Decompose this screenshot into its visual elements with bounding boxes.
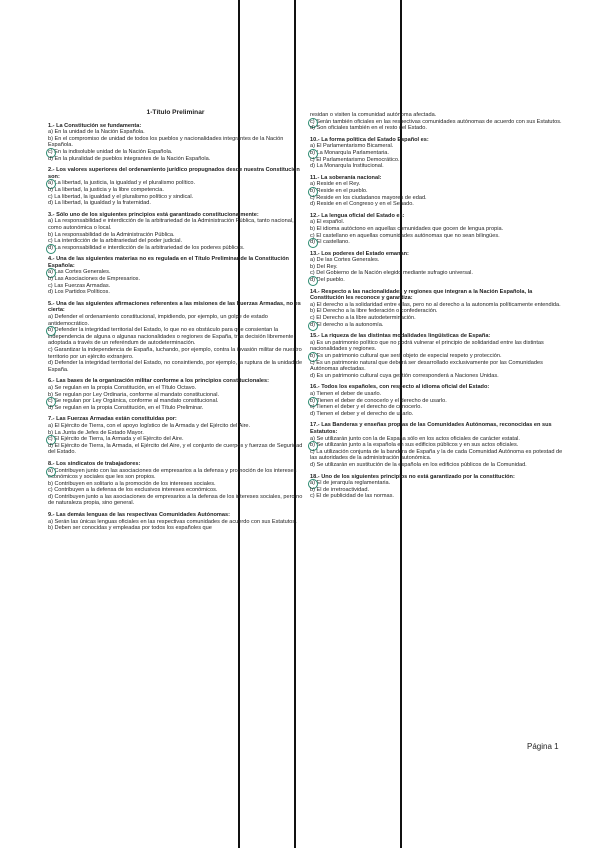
- right-column: [310, 112, 565, 505]
- question-title: 5.- Una de las siguientes afirmaciones referentes a las misiones de las Fuerzas Armadas, no es cierta:: [48, 300, 301, 314]
- question-title: 13.- Los poderes del Estado emanan:: [310, 250, 409, 257]
- answer-option: d) Los Partidos Políticos.: [48, 289, 110, 296]
- answer-option: c) La libertad, la igualdad y el pluralismo político y sindical.: [48, 193, 194, 200]
- answer-option: c) El de publicidad de las normas.: [310, 493, 394, 500]
- question-title: 14.- Respecto a las nacionalidades y regiones que integran a la Nación Española, la Constitución les reconoce y garantiza:: [310, 288, 533, 302]
- answer-option: d) Contribuyen junto a las asociaciones de empresarios a la defensa de los intereses sociales, pero no de naturaleza propia, sino general.: [48, 493, 303, 507]
- answer-option: b) Se regulan por Ley Ordinaria, conforme al mandato constitucional.: [48, 391, 220, 398]
- answer-option: d) En la pluralidad de pueblos integrantes de la Nación Española.: [48, 155, 211, 162]
- question-block: [48, 167, 303, 207]
- answer-option: c) Tienen el deber y el derecho de conocerlo.: [310, 404, 422, 411]
- question-block: [48, 212, 303, 252]
- answer-option: d) Se regulan en la propia Constitución, en el Título Preliminar.: [48, 404, 204, 411]
- question-block: [48, 123, 303, 163]
- question-title: 10.- La forma política del Estado Español es:: [310, 136, 429, 143]
- answer-option-selected: c) Se regulan por Ley Orgánica, conforme al mandato constitucional.: [48, 398, 303, 405]
- answer-option: c) El Derecho a la libre autodeterminación.: [310, 315, 416, 322]
- answer-option-selected: c) El Ejército de Tierra, la Armada y el Ejército del Aire.: [48, 436, 303, 443]
- answer-option: a) El Ejército de Tierra, con el apoyo logístico de la Armada y del Ejército del Aire.: [48, 422, 251, 429]
- answer-option: a) En la unidad de la Nación Española.: [48, 129, 145, 136]
- answer-option: a) Defender el ordenamiento constitucional, impidiendo, por ejemplo, un golpe de estado antidemocrático.: [48, 314, 268, 327]
- question-title: 9.- Las demás lenguas de las respectivas Comunidades Autónomas:: [48, 512, 230, 519]
- question-title: 1.- La Constitución se fundamenta:: [48, 122, 142, 129]
- answer-option: b) En el compromiso de unidad de todos los pueblos y nacionalidades integrantes de la Nación Española.: [48, 135, 284, 149]
- answer-option: d) El Ejército de Tierra, la Armada, el Ejército del Aire, y el conjunto de cuerpos y fuerzas de Seguridad del Estado.: [48, 442, 303, 456]
- answer-option: c) El castellano en aquellas comunidades autónomas que no sean bilingües.: [310, 232, 500, 239]
- answer-option: a) El Parlamentarismo Bicameral.: [310, 143, 394, 150]
- answer-option: d) Son oficiales también en el resto del Estado.: [310, 125, 427, 132]
- question-block: [310, 289, 565, 329]
- answer-option: a) El español.: [310, 219, 345, 226]
- answer-option-selected: b) Tienen el deber de conocerlo y el derecho de usarlo.: [310, 398, 565, 405]
- answer-option: d) Reside en el Congreso y en el Senado.: [310, 201, 414, 208]
- question-title: 7.- Las Fuerzas Armadas están constituidas por:: [48, 416, 177, 423]
- answer-option: b) La responsabilidad de la Administración Pública.: [48, 231, 175, 238]
- answer-option: a) De las Cortes Generales.: [310, 257, 380, 264]
- answer-option: d) La libertad, la igualdad y la fraternidad.: [48, 200, 151, 207]
- answer-option: d) Tienen el deber y el derecho de usarlo.: [310, 410, 414, 417]
- answer-option: a) Tienen el deber de usarlo.: [310, 390, 382, 397]
- answer-option: b) Las Asociaciones de Empresarios.: [48, 276, 141, 283]
- question-title: 2.- Los valores superiores del ordenamiento jurídico propugnados desde nuestra Constitución son:: [48, 167, 300, 180]
- answer-option-selected: a) Contribuyen junto con las asociaciones de empresarios a la defensa y promoción de los intereses económicos y sociales que les son propios.: [48, 468, 303, 481]
- answer-option: b) Deben ser conocidas y empleadas por todos los españoles que: [48, 525, 212, 532]
- answer-option: d) Es un patrimonio cultural cuya gestión corresponderá a Naciones Unidas.: [310, 372, 499, 379]
- answer-option-selected: a) El de jerarquía reglamentaria.: [310, 480, 565, 487]
- question-title: 8.- Los sindicatos de trabajadores:: [48, 460, 141, 467]
- answer-option-selected: d) El castellano.: [310, 239, 565, 246]
- answer-option: b) El idioma autóctono en aquellas comunidades que gocen de lengua propia.: [310, 225, 504, 232]
- question-title: 11.- La soberanía nacional:: [310, 174, 382, 181]
- page-number: Página 1: [527, 742, 559, 751]
- left-column: [48, 110, 303, 537]
- question-block: [48, 301, 303, 374]
- answer-option: b) El Derecho a la libre federación o confederación.: [310, 308, 438, 315]
- answer-option: c) La utilización conjunta de la bandera de España y la de cada Comunidad Autónoma es potestad de las autoridades de la administración autonómica.: [310, 448, 563, 462]
- question-title: 15.- La riqueza de las distintas modalidades lingüísticas de España:: [310, 333, 491, 340]
- answer-option: b) Contribuyen en solitario a la promoción de los intereses sociales.: [48, 480, 216, 487]
- answer-option: a) Se regulan en la propia Constitución, en el Título Octavo.: [48, 384, 197, 391]
- answer-option: c) Es un patrimonio natural que deberá ser desarrollado exclusivamente por las Comunidades Autónomas afectadas.: [310, 359, 543, 373]
- question-block: [310, 422, 565, 468]
- question-continuation: [310, 112, 565, 132]
- answer-option: a) La responsabilidad e interdicción de la arbitrariedad de la Administración Pública, tanto nacional, como autonómica o local.: [48, 218, 294, 231]
- answer-option: b) La Junta de Jefes de Estado Mayor.: [48, 429, 144, 436]
- answer-option-selected: d) El derecho a la autonomía.: [310, 322, 565, 329]
- answer-option-selected: c) En la indisoluble unidad de la Nación Española.: [48, 149, 303, 156]
- question-block: [48, 512, 303, 532]
- answer-option: c) Reside en los ciudadanos mayores de edad.: [310, 194, 427, 201]
- question-block: [48, 378, 303, 411]
- question-block: [48, 461, 303, 507]
- answer-option-selected: b) Defender la integridad territorial del Estado, lo que no es obstáculo para que consientan la independencia de alguna o algunas nacionalidades o regiones de España, tras decisión libremente adoptada a través de un referéndum de autodeterminación.: [48, 327, 303, 347]
- question-block: [310, 137, 565, 170]
- question-block: [310, 175, 565, 208]
- question-block: [310, 384, 565, 417]
- question-block: [310, 474, 565, 500]
- answer-option: d) Se utilizarán en sustitución de la española en los edificios públicos de la Comunidad.: [310, 461, 527, 468]
- answer-option-selected: d) La responsabilidad e interdicción de la arbitrariedad de los poderes públicos.: [48, 245, 303, 252]
- question-block: [310, 251, 565, 284]
- answer-option: a) El derecho a la solidaridad entre ellas, pero no al derecho a la autonomía políticamente entendida.: [310, 301, 561, 308]
- answer-option-selected: a) La libertad, la justicia, la igualdad y el pluralismo político.: [48, 180, 303, 187]
- answer-option: a) Reside en el Rey.: [310, 181, 361, 188]
- question-title: 12.- La lengua oficial del Estado es:: [310, 212, 405, 219]
- question-title: 4.- Una de las siguientes materias no es regulada en el Título Preliminar de la Constitución Española:: [48, 256, 289, 269]
- answer-option: c) Las Fuerzas Armadas.: [48, 282, 111, 289]
- answer-option-selected: b) La Monarquía Parlamentaria.: [310, 150, 565, 157]
- answer-option-selected: c) Serán también oficiales en las respectivas comunidades autónomas de acuerdo con sus Estatutos.: [310, 119, 565, 126]
- answer-option: d) Defender la integridad territorial del Estado, no consintiendo, por ejemplo, la ruptura de la unidad de España.: [48, 360, 303, 373]
- answer-option: a) Es un patrimonio político que no podrá vulnerar el principio de solidaridad entre las distintas nacionalidades y regiones.: [310, 339, 544, 353]
- question-title: 16.- Todos los españoles, con respecto al idioma oficial del Estado:: [310, 384, 490, 391]
- question-title: 17.- Las Banderas y enseñas propias de las Comunidades Autónomas, reconocidas en sus Estatutos:: [310, 422, 552, 435]
- answer-option-selected: b) Se utilizarán junto a la española en sus edificios públicos y en sus actos oficiales.: [310, 442, 565, 449]
- question-title: 3.- Sólo uno de los siguientes principios está garantizado constitucionalmente:: [48, 211, 259, 218]
- answer-option: a) Serán las únicas lenguas oficiales en las respectivas comunidades de acuerdo con sus Estatutos.: [48, 518, 297, 525]
- answer-option-selected: d) Del pueblo.: [310, 277, 565, 284]
- answer-option: c) Contribuyen a la defensa de los exclusivos intereses económicos.: [48, 487, 218, 494]
- answer-option: d) La Monarquía Institucional.: [310, 163, 384, 170]
- answer-option: c) Del Gobierno de la Nación elegido mediante sufragio universal.: [310, 270, 473, 277]
- page-title: 1-Título Preliminar: [146, 109, 205, 116]
- answer-option: b) Del Rey.: [310, 263, 338, 270]
- question-block: [310, 213, 565, 246]
- answer-option-selected: a) Las Cortes Generales.: [48, 269, 303, 276]
- answer-option: b) La libertad, la justicia y la libre competencia.: [48, 186, 164, 193]
- question-block: [310, 333, 565, 379]
- question-title: 6.- Las bases de la organización militar conforme a los principios constitucionales:: [48, 378, 270, 385]
- question-title: 18.- Uno de los siguientes principios no está garantizado por la constitución:: [310, 473, 515, 480]
- answer-option: a) Se utilizarán junto con la de España sólo en los actos oficiales de carácter estatal.: [310, 435, 520, 442]
- answer-option-selected: b) Es un patrimonio cultural que será objeto de especial respeto y protección.: [310, 353, 565, 360]
- answer-option: c) Garantizar la independencia de España, luchando, por ejemplo, contra la invasión militar de nuestro territorio por un ejército extranjero.: [48, 347, 302, 360]
- question-block: [48, 416, 303, 456]
- answer-option: c) El Parlamentarismo Democrático.: [310, 156, 400, 163]
- answer-option: c) La interdicción de la arbitrariedad del poder judicial.: [48, 238, 183, 245]
- answer-option: residan o visiten la comunidad autónoma afectada.: [310, 112, 437, 118]
- answer-option-selected: b) Reside en el pueblo.: [310, 188, 565, 195]
- answer-option: b) El de irretroactividad.: [310, 486, 370, 493]
- question-block: [48, 256, 303, 296]
